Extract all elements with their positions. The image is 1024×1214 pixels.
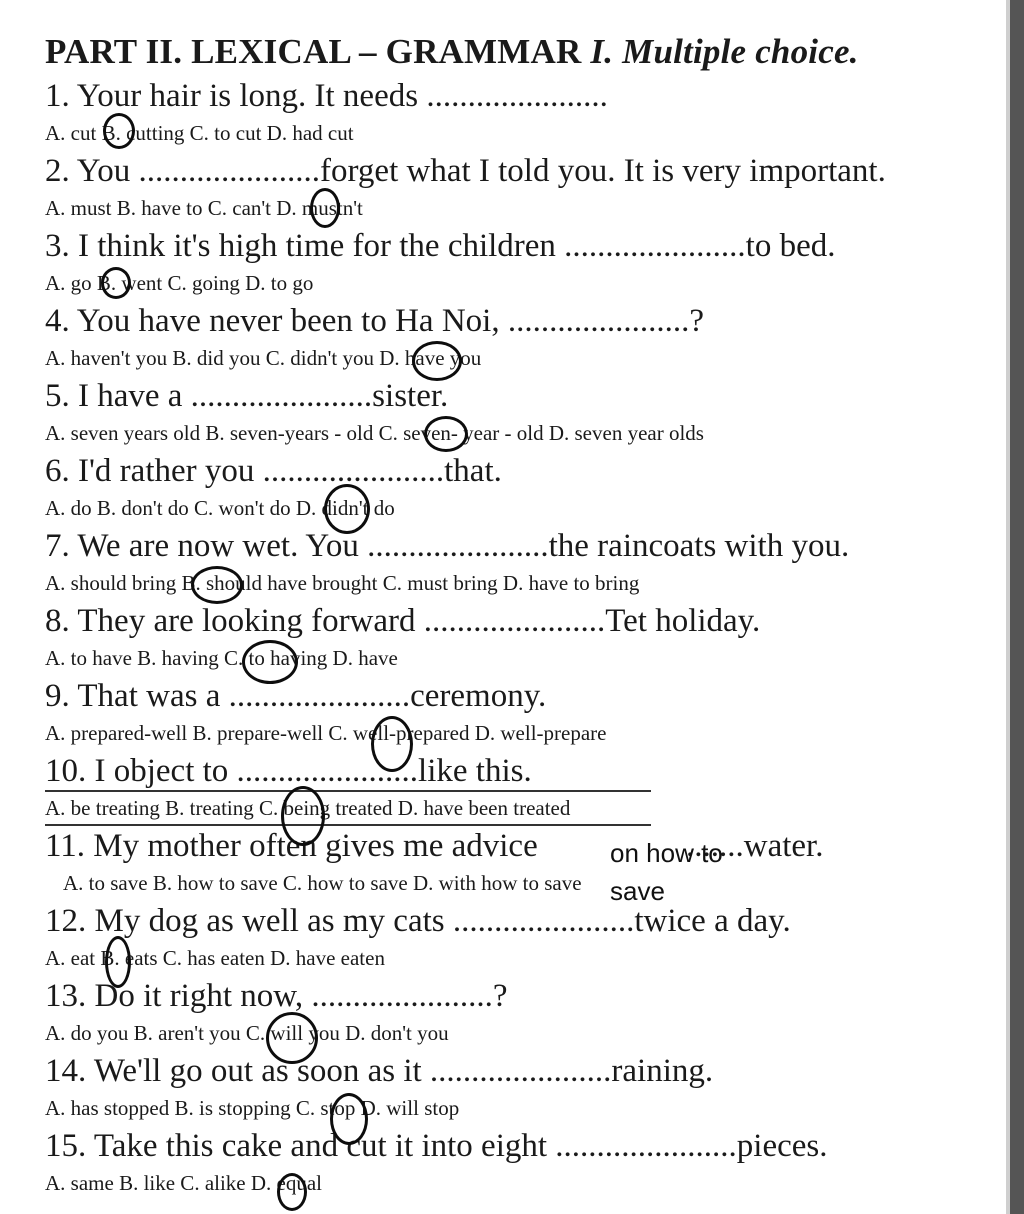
section-title	[45, 28, 995, 76]
question-options: A. do B. don't do C. won't do D. didn't do	[45, 496, 395, 520]
question-stem: 14. We'll go out as soon as it ......................raining.	[45, 1053, 714, 1089]
answer-circle-q8	[242, 640, 298, 684]
question-options: A. do you B. aren't you C. will you D. don't you	[45, 1021, 449, 1045]
question-options: A. haven't you B. did you C. didn't you D. have you	[45, 346, 482, 370]
question-stem: 5. I have a ......................sister.	[45, 378, 449, 414]
question-stem: 9. That was a ......................ceremony.	[45, 678, 547, 714]
question-stem: 10. I object to ......................like this.	[45, 753, 532, 789]
question-4	[45, 301, 995, 376]
question-5	[45, 376, 995, 451]
answer-circle-q10	[281, 786, 325, 846]
question-14	[45, 1051, 995, 1126]
worksheet	[45, 28, 995, 1201]
question-stem: 6. I'd rather you ......................that.	[45, 453, 502, 489]
question-6	[45, 451, 995, 526]
underline-rule	[45, 790, 651, 792]
question-7	[45, 526, 995, 601]
answer-circle-q2	[310, 188, 340, 228]
question-options: A. eat B. eats C. has eaten D. have eaten	[45, 946, 385, 970]
question-options: A. must B. have to C. can't D. mustn't	[45, 196, 363, 220]
page-edge-shadow	[1010, 0, 1024, 1214]
handwritten-answer-line2: save	[610, 876, 665, 906]
question-10	[45, 751, 995, 826]
question-15	[45, 1126, 995, 1201]
question-3	[45, 226, 995, 301]
question-options: A. has stopped B. is stopping C. stop D. will stop	[45, 1096, 460, 1120]
section-title-sub: I. Multiple choice.	[590, 32, 859, 71]
answer-circle-q13	[266, 1012, 318, 1064]
answer-circle-q14	[330, 1093, 368, 1145]
answer-circle-q9	[371, 716, 413, 772]
question-options: A. prepared-well B. prepare-well C. well-prepared D. well-prepare	[45, 721, 607, 745]
question-9	[45, 676, 995, 751]
question-options: A. to save B. how to save C. how to save D. with how to save	[63, 871, 582, 895]
question-options: A. same B. like C. alike D. equal	[45, 1171, 323, 1195]
question-1	[45, 76, 995, 151]
handwritten-answer-line1: on how to	[610, 838, 723, 868]
answer-circle-q1	[103, 113, 135, 149]
answer-circle-q7	[191, 566, 243, 604]
question-8	[45, 601, 995, 676]
question-2	[45, 151, 995, 226]
question-stem: 4. You have never been to Ha Noi, ......................?	[45, 303, 704, 339]
answer-circle-q4	[412, 341, 462, 381]
question-options: A. seven years old B. seven-years - old C. seven- year - old D. seven year olds	[45, 421, 704, 445]
question-stem: 2. You ......................forget what I told you. It is very important.	[45, 153, 886, 189]
question-13	[45, 976, 995, 1051]
question-11	[45, 826, 995, 901]
question-stem: 7. We are now wet. You ......................the raincoats with you.	[45, 528, 850, 564]
question-options: A. to have B. having C. to having D. have	[45, 646, 398, 670]
answer-circle-q15	[277, 1173, 307, 1211]
question-stem	[45, 826, 995, 866]
question-options: A. go B. went C. going D. to go	[45, 271, 314, 295]
question-options: A. be treating B. treating C. being treated D. have been treated	[45, 796, 571, 820]
question-stem: 15. Take this cake and cut it into eight ......................pieces.	[45, 1128, 828, 1164]
question-stem: 13. Do it right now, ......................?	[45, 978, 508, 1014]
question-stem-start: 11. My mother often gives me advice	[45, 828, 546, 864]
question-stem-end: .......water.	[685, 828, 824, 864]
question-options: A. should bring B. should have brought C. must bring D. have to bring	[45, 571, 640, 595]
answer-circle-q6	[324, 484, 370, 534]
answer-circle-q12	[105, 936, 131, 988]
question-options: A. cut B. cutting C. to cut D. had cut	[45, 121, 354, 145]
question-stem: 12. My dog as well as my cats ......................twice a day.	[45, 903, 791, 939]
section-title-main: PART II. LEXICAL – GRAMMAR	[45, 32, 591, 71]
question-stem: 8. They are looking forward ......................Tet holiday.	[45, 603, 761, 639]
question-stem: 3. I think it's high time for the children ......................to bed.	[45, 228, 836, 264]
answer-circle-q5	[424, 416, 468, 452]
answer-circle-q3	[101, 267, 131, 299]
question-12	[45, 901, 995, 976]
underline-rule	[45, 824, 651, 826]
question-stem: 1. Your hair is long. It needs ......................	[45, 78, 608, 114]
